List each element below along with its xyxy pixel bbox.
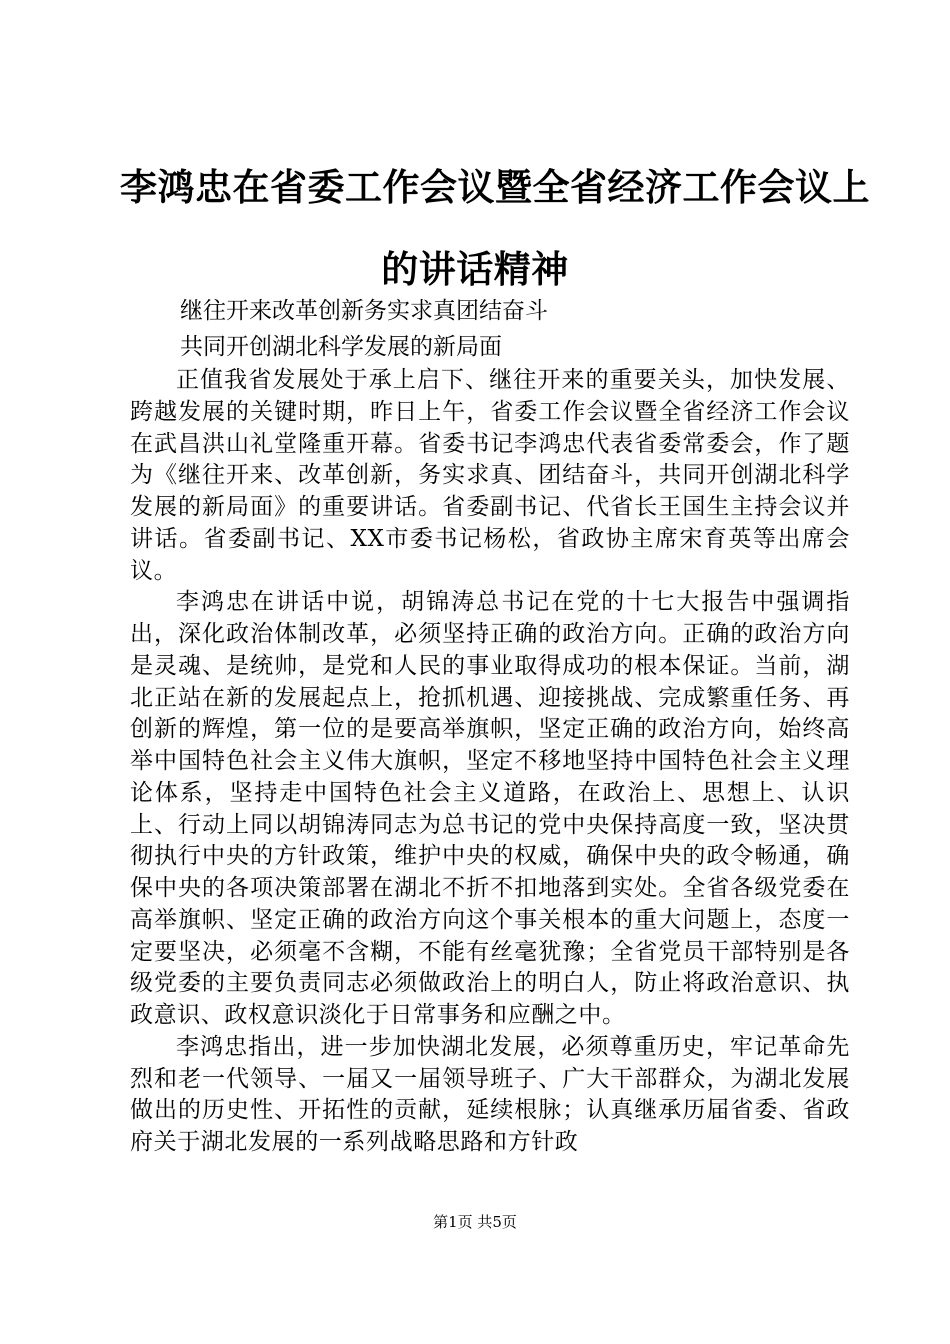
body-paragraph-3: 李鸿忠指出，进一步加快湖北发展，必须尊重历史，牢记革命先烈和老一代领导、一届又一届领导班子、广大干部群众，为湖北发展做出的历史性、开拓性的贡献，延续根脉；认真继承历届省委、省政府关于湖北发展的一系列战略思路和方针政 [130,1033,850,1155]
document-title-line-2: 的讲话精神 [381,248,569,291]
subheading-2: 共同开创湖北科学发展的新局面 [180,334,502,360]
body-paragraph-1: 正值我省发展处于承上启下、继往开来的重要关头，加快发展、跨越发展的关键时期，昨日上午，省委工作会议暨全省经济工作会议在武昌洪山礼堂隆重开幕。省委书记李鸿忠代表省委常委会，作了题为《继往开来、改革创新，务实求真、团结奋斗，共同开创湖北科学发展的新局面》的重要讲话。省委副书记、代省长王国生主持会议并讲话。省委副书记、XX市委书记杨松，省政协主席宋育英等出席会议。 [130,367,850,584]
page-number-footer: 第1页 共5页 [433,1213,517,1231]
subheading-1: 继往开来改革创新务实求真团结奋斗 [180,298,548,324]
document-title-line-1: 李鸿忠在省委工作会议暨全省经济工作会议上 [120,166,870,209]
document-body [130,365,850,1159]
body-paragraph-2: 李鸿忠在讲话中说，胡锦涛总书记在党的十七大报告中强调指出，深化政治体制改革，必须坚持正确的政治方向。正确的政治方向是灵魂、是统帅，是党和人民的事业取得成功的根本保证。当前，湖北正站在新的发展起点上，抢抓机遇、迎接挑战、完成繁重任务、再创新的辉煌，第一位的是要高举旗帜，坚定正确的政治方向，始终高举中国特色社会主义伟大旗帜，坚定不移地坚持中国特色社会主义理论体系，坚持走中国特色社会主义道路，在政治上、思想上、认识上、行动上同以胡锦涛同志为总书记的党中央保持高度一致，坚决贯彻执行中央的方针政策，维护中央的权威，确保中央的政令畅通，确保中央的各项决策部署在湖北不折不扣地落到实处。全省各级党委在高举旗帜、坚定正确的政治方向这个事关根本的重大问题上，态度一定要坚决，必须毫不含糊，不能有丝毫犹豫；全省党员干部特别是各级党委的主要负责同志必须做政治上的明白人，防止将政治意识、执政意识、政权意识淡化于日常事务和应酬之中。 [130,589,850,1028]
